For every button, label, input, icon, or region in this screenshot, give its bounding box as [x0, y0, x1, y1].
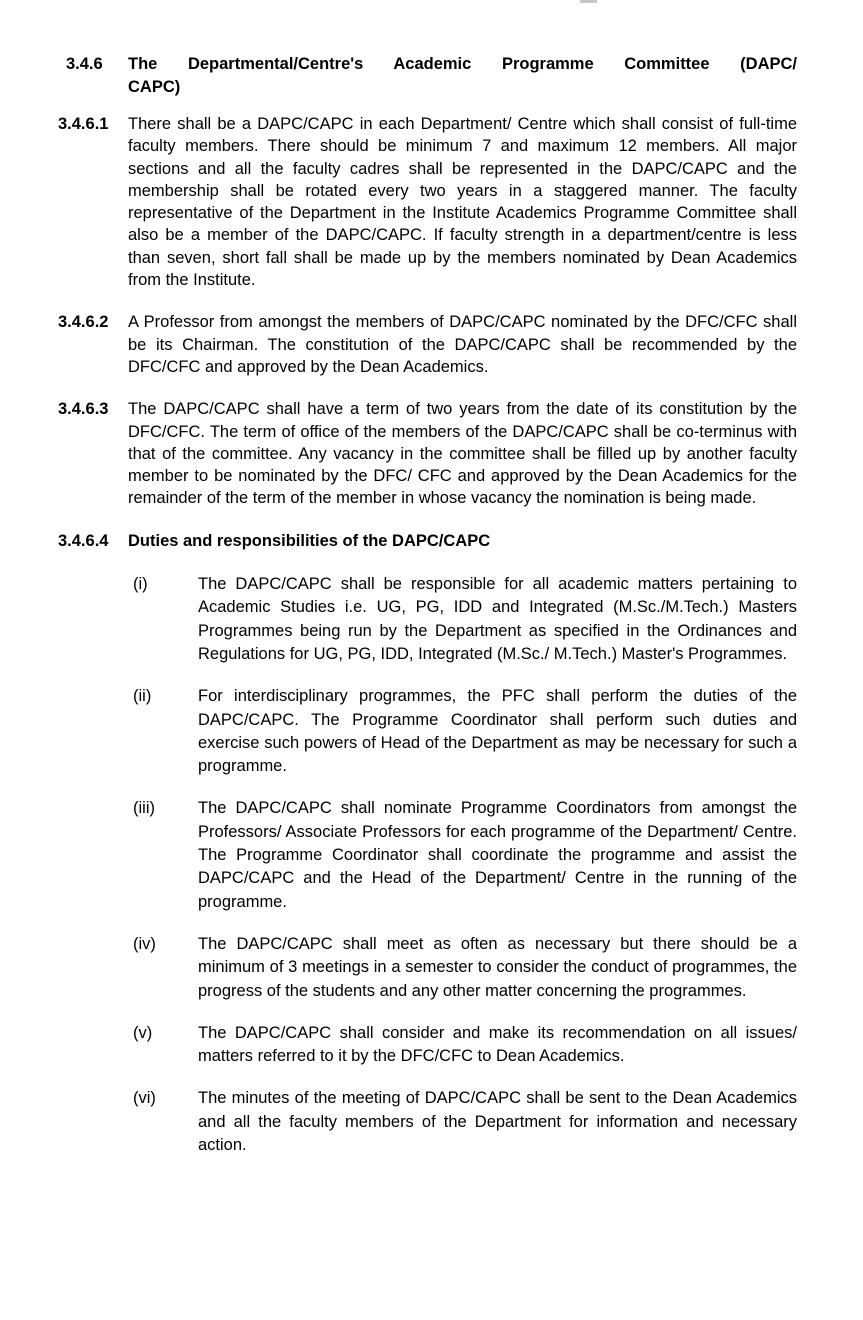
duty-item-i	[133, 573, 863, 666]
item-text: The DAPC/CAPC shall consider and make its recommendation on all issues/ matters referred to it by the DFC/CFC to Dean Academics.	[198, 1023, 797, 1066]
item-text: The DAPC/CAPC shall meet as often as necessary but there should be a minimum of 3 meetings in a semester to consider the conduct of programmes, the progress of the students and any other matter concerning the programmes.	[198, 934, 797, 1000]
clause-number: 3.4.6.3	[58, 400, 109, 419]
item-marker: (v)	[133, 1023, 153, 1042]
clause-3-4-6-1	[58, 113, 863, 291]
duty-item-iii	[133, 797, 863, 913]
duty-item-vi	[133, 1087, 863, 1157]
scan-artifact	[580, 0, 597, 3]
item-marker: (ii)	[133, 687, 152, 706]
clause-3-4-6-2	[58, 311, 863, 378]
duty-item-iv	[133, 933, 863, 1003]
item-text: The DAPC/CAPC shall be responsible for all academic matters pertaining to Academic Studies i.e. UG, PG, IDD and Integrated (M.Sc./M.Tech.) Masters Programmes being run by the Department as specified in the Ordinances and Regulations for UG, PG, IDD, Integrated (M.Sc./ M.Tech.) Master's Programmes.	[198, 575, 797, 663]
item-marker: (iii)	[133, 799, 155, 818]
section-heading-line2: CAPC)	[128, 78, 181, 96]
section-heading-text	[128, 53, 797, 99]
item-text: The minutes of the meeting of DAPC/CAPC shall be sent to the Dean Academics and all the faculty members of the Department for information and necessary action.	[198, 1089, 797, 1154]
clause-number: 3.4.6.4	[58, 531, 109, 550]
section-heading-line1: The Departmental/Centre's Academic Programme Committee (DAPC/	[128, 55, 797, 73]
duty-item-ii	[133, 685, 863, 778]
item-text: For interdisciplinary programmes, the PFC shall perform the duties of the DAPC/CAPC. The Programme Coordinator shall perform such duties and exercise such powers of Head of the Department as may be necessary for such a programme.	[198, 687, 797, 776]
clause-text: There shall be a DAPC/CAPC in each Department/ Centre which shall consist of full-time faculty members. There should be minimum 7 and maximum 12 members. All major sections and all the faculty cadres shall be represented in the DAPC/CAPC and the membership shall be rotated every two years in a staggered manner. The faculty representative of the Department in the Institute Academics Programme Committee shall also be a member of the DAPC/CAPC. If faculty strength in a department/centre is less than seven, short fall shall be made up by the members nominated by Dean Academics from the Institute.	[128, 115, 797, 290]
duty-item-v	[133, 1022, 863, 1069]
subheading-text: Duties and responsibilities of the DAPC/CAPC	[128, 531, 491, 550]
section-number: 3.4.6	[66, 55, 103, 73]
item-text: The DAPC/CAPC shall nominate Programme Coordinators from amongst the Professors/ Associate Professors for each programme of the Department/ Centre. The Programme Coordinator shall coordinate the programme and assist the DAPC/CAPC and the Head of the Department/ Centre in the running of the programme.	[198, 799, 797, 911]
item-marker: (vi)	[133, 1089, 156, 1108]
clause-number: 3.4.6.2	[58, 313, 109, 332]
item-marker: (i)	[133, 575, 148, 594]
clause-text: A Professor from amongst the members of DAPC/CAPC nominated by the DFC/CFC shall be its Chairman. The constitution of the DAPC/CAPC shall be recommended by the DFC/CFC and approved by the Dean Academics.	[128, 313, 797, 376]
clause-text: The DAPC/CAPC shall have a term of two years from the date of its constitution by the DFC/CFC. The term of office of the members of the DAPC/CAPC shall be co-terminus with that of the committee. Any vacancy in the committee shall be filled up by another faculty member to be nominated by the DFC/ CFC and approved by the Dean Academics for the remainder of the term of the member in whose vacancy the nomination is being made.	[128, 400, 797, 508]
clause-3-4-6-4-heading	[58, 530, 863, 552]
item-marker: (iv)	[133, 934, 156, 953]
section-heading	[58, 53, 863, 99]
clause-number: 3.4.6.1	[58, 115, 109, 133]
clause-3-4-6-3	[58, 398, 863, 509]
